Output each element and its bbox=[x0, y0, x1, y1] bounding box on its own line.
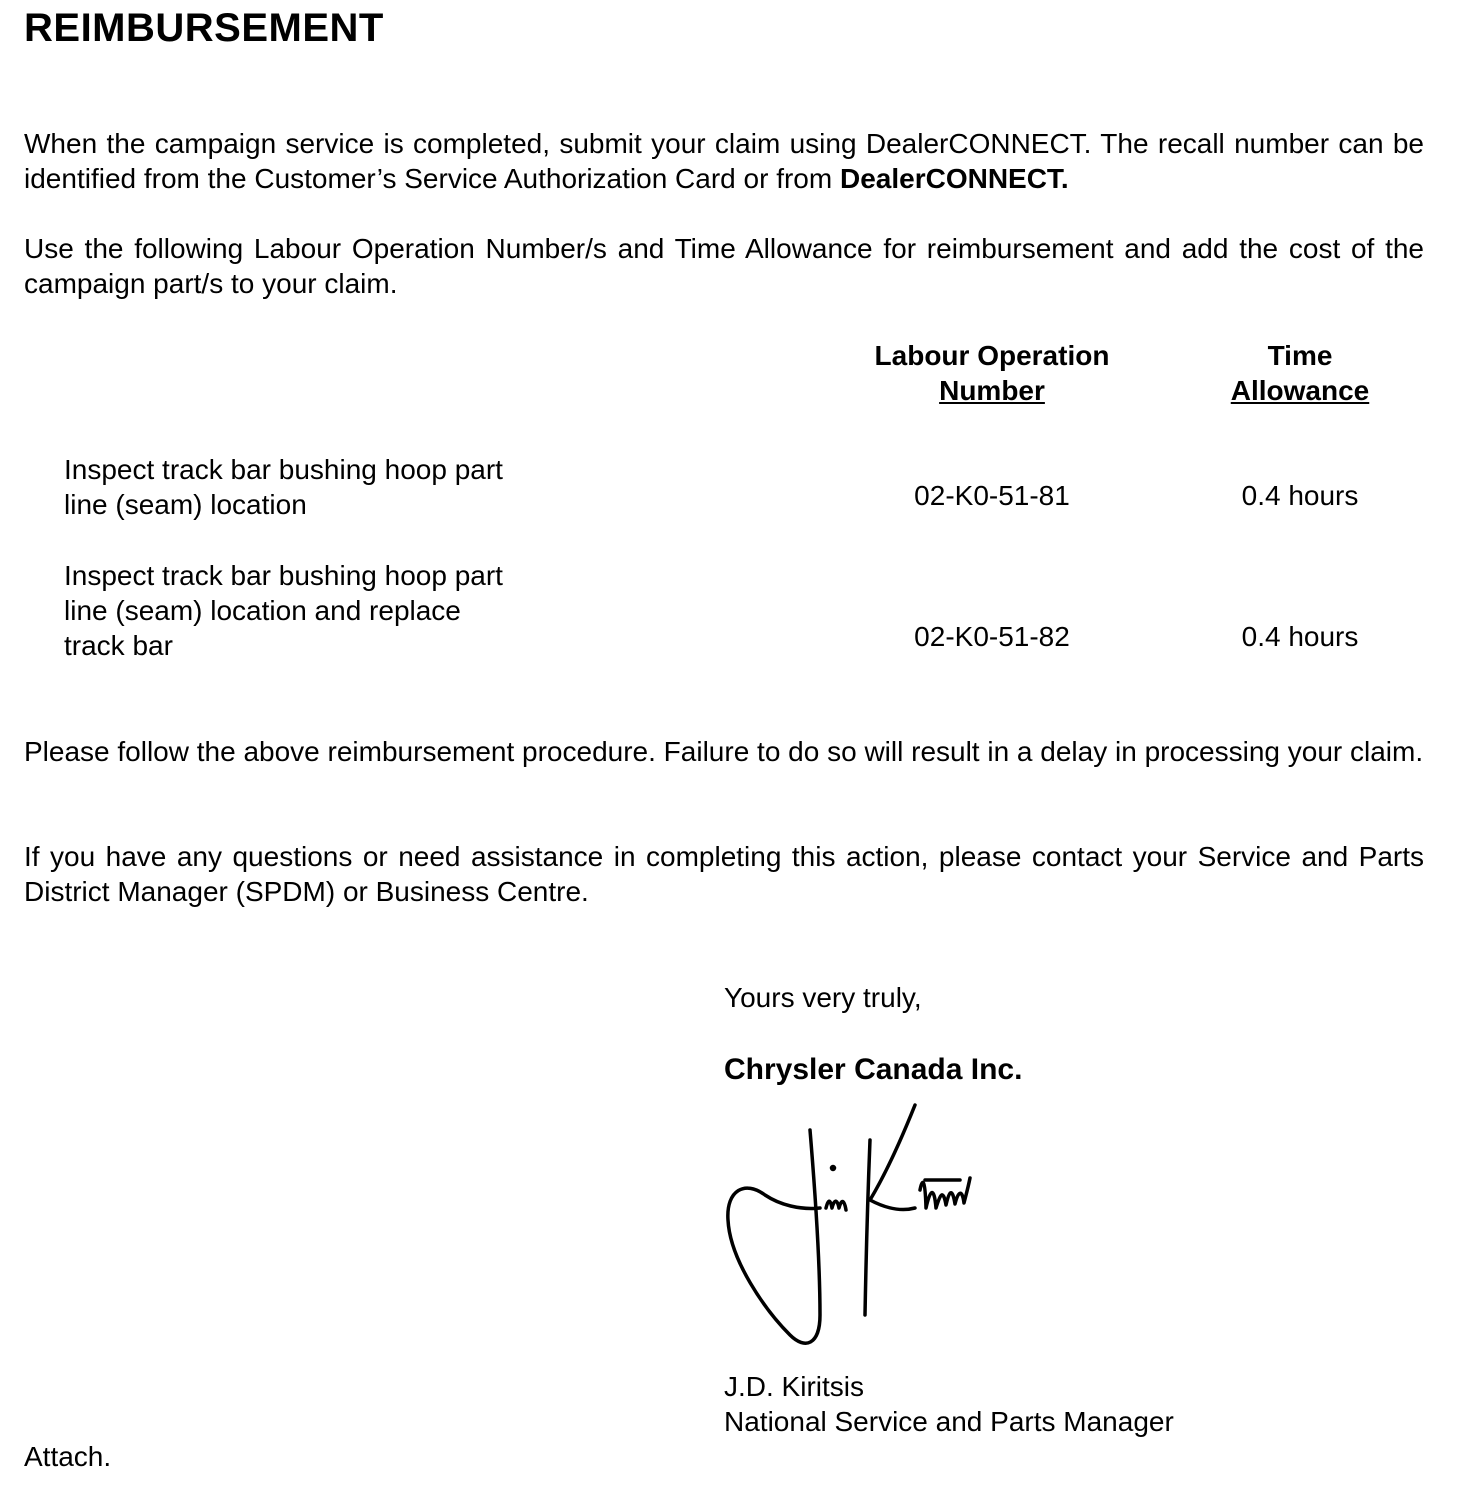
section-heading: REIMBURSEMENT bbox=[24, 6, 384, 50]
table-row-1-labour-op: 02-K0-51-81 bbox=[914, 480, 1070, 511]
dealerconnect-bold: DealerCONNECT. bbox=[839, 163, 1069, 194]
labour-header-line1: Labour Operation bbox=[874, 340, 1110, 371]
signature-icon bbox=[720, 1100, 980, 1355]
intro-text: When the campaign service is completed, submit your claim using DealerCONNECT. The recall number can be identified from the Customer’s Service Authorization Card or from bbox=[24, 128, 1424, 194]
time-allowance-header bbox=[1180, 338, 1420, 408]
attach-label: Attach. bbox=[24, 1441, 112, 1472]
table-row-1-description: Inspect track bar bushing hoop part line (seam) location bbox=[64, 454, 503, 520]
labour-header-line2: Number bbox=[939, 375, 1045, 406]
intro-paragraph bbox=[24, 126, 1424, 196]
company-name: Chrysler Canada Inc. bbox=[724, 1053, 1023, 1086]
table-row-2-description: Inspect track bar bushing hoop part line (seam) location and replace track bar bbox=[64, 560, 503, 661]
instruction-paragraph: Use the following Labour Operation Number/s and Time Allowance for reimbursement and add the cost of the campaign part/s to your claim. bbox=[24, 233, 1424, 299]
table-row-2-labour-op: 02-K0-51-82 bbox=[914, 621, 1070, 652]
questions-paragraph: If you have any questions or need assistance in completing this action, please contact your Service and Parts District Manager (SPDM) or Business Centre. bbox=[24, 841, 1424, 907]
signer-name: J.D. Kiritsis bbox=[724, 1371, 864, 1402]
table-row-2-time: 0.4 hours bbox=[1241, 621, 1359, 652]
time-header-line2: Allowance bbox=[1230, 375, 1370, 406]
signer-title: National Service and Parts Manager bbox=[724, 1406, 1174, 1437]
labour-operation-header bbox=[842, 338, 1142, 408]
time-header-line1: Time bbox=[1267, 340, 1333, 371]
salutation: Yours very truly, bbox=[724, 982, 922, 1013]
table-row-1-time: 0.4 hours bbox=[1241, 480, 1359, 511]
follow-procedure-paragraph: Please follow the above reimbursement procedure. Failure to do so will result in a delay in processing your claim. bbox=[24, 736, 1424, 767]
